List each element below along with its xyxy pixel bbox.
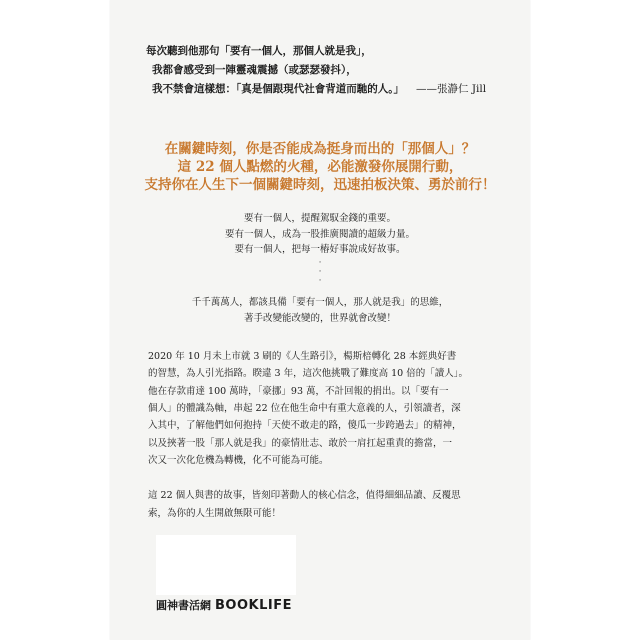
paragraph-line-4: 個人」的體識為軸，串起 22 位在他生命中有重大意義的人，引領讀者，深 (148, 403, 461, 414)
point-line-2: 要有一個人，成為一股推廣閱讀的超級力量。 (224, 229, 415, 240)
ellipsis-dot-3: · (318, 276, 322, 286)
headline-line-2: 這 22 個人點燃的火種，必能激發你展開行動， (177, 159, 463, 175)
headline-line-1: 在關鍵時刻，你是否能成為挺身而出的「那個人」？ (164, 141, 476, 157)
quote-line-3: 我不禁會這樣想：「真是個跟現代社會背道而馳的人。」 (152, 83, 404, 95)
paragraph-line-7: 次又一次化危機為轉機，化不可能為可能。 (148, 455, 329, 466)
paragraph-line-1: 2020 年 10 月未上市就 3 刷的《人生路引》，楊斯棓轉化 28 本經典好書 (148, 351, 457, 362)
ellipsis-dot-1: · (318, 258, 322, 268)
quote-attribution: ——張瀞仁 Jill (416, 83, 487, 95)
publisher-logo (156, 597, 292, 613)
closing-line-2: 索，為你的人生開啟無限可能！ (148, 508, 282, 519)
headline-line-3: 支持你在人生下一個關鍵時刻，迅速拍板決策、勇於前行！ (144, 177, 496, 193)
barcode-area (156, 535, 296, 595)
point-line-1: 要有一個人，提醒駕馭金錢的重要。 (243, 213, 396, 224)
mindset-line-2: 著手改變能改變的，世界就會改變！ (243, 313, 396, 324)
book-back-cover (110, 0, 530, 640)
mindset-line-1: 千千萬萬人，都該具備「要有一個人，那人就是我」的思維， (191, 297, 449, 308)
paragraph-line-3: 他在存款甫達 100 萬時，「豪挪」93 萬，不計回報的捐出。以「要有一 (148, 386, 449, 397)
quote-line-2: 我都會感受到一陣靈魂震撼（或瑟瑟發抖）， (152, 64, 357, 76)
publisher-name-cn: 圓神書活網 (156, 599, 211, 612)
publisher-name-en: BOOKLIFE (215, 598, 292, 613)
quote-line-1: 每次聽到他那句「要有一個人，那個人就是我」， (146, 45, 372, 57)
paragraph-line-6: 以及挾著一股「那人就是我」的豪情壯志、敢於一肩扛起重責的擔當，一 (148, 438, 453, 449)
ellipsis-dot-2: · (318, 267, 322, 277)
paragraph-line-5: 入其中，了解他們如何抱持「天使不敢走的路，傻瓜一步跨過去」的精神， (148, 420, 462, 431)
closing-line-1: 這 22 個人與書的故事，皆刻印著動人的核心信念，值得細細品讀、反覆思 (148, 490, 461, 501)
point-line-3: 要有一個人，把每一樁好事說成好故事。 (234, 244, 406, 255)
paragraph-line-2: 的智慧，為人引光指路。睽違 3 年，這次他挑戰了難度高 10 倍的「讀人」。 (148, 368, 468, 379)
